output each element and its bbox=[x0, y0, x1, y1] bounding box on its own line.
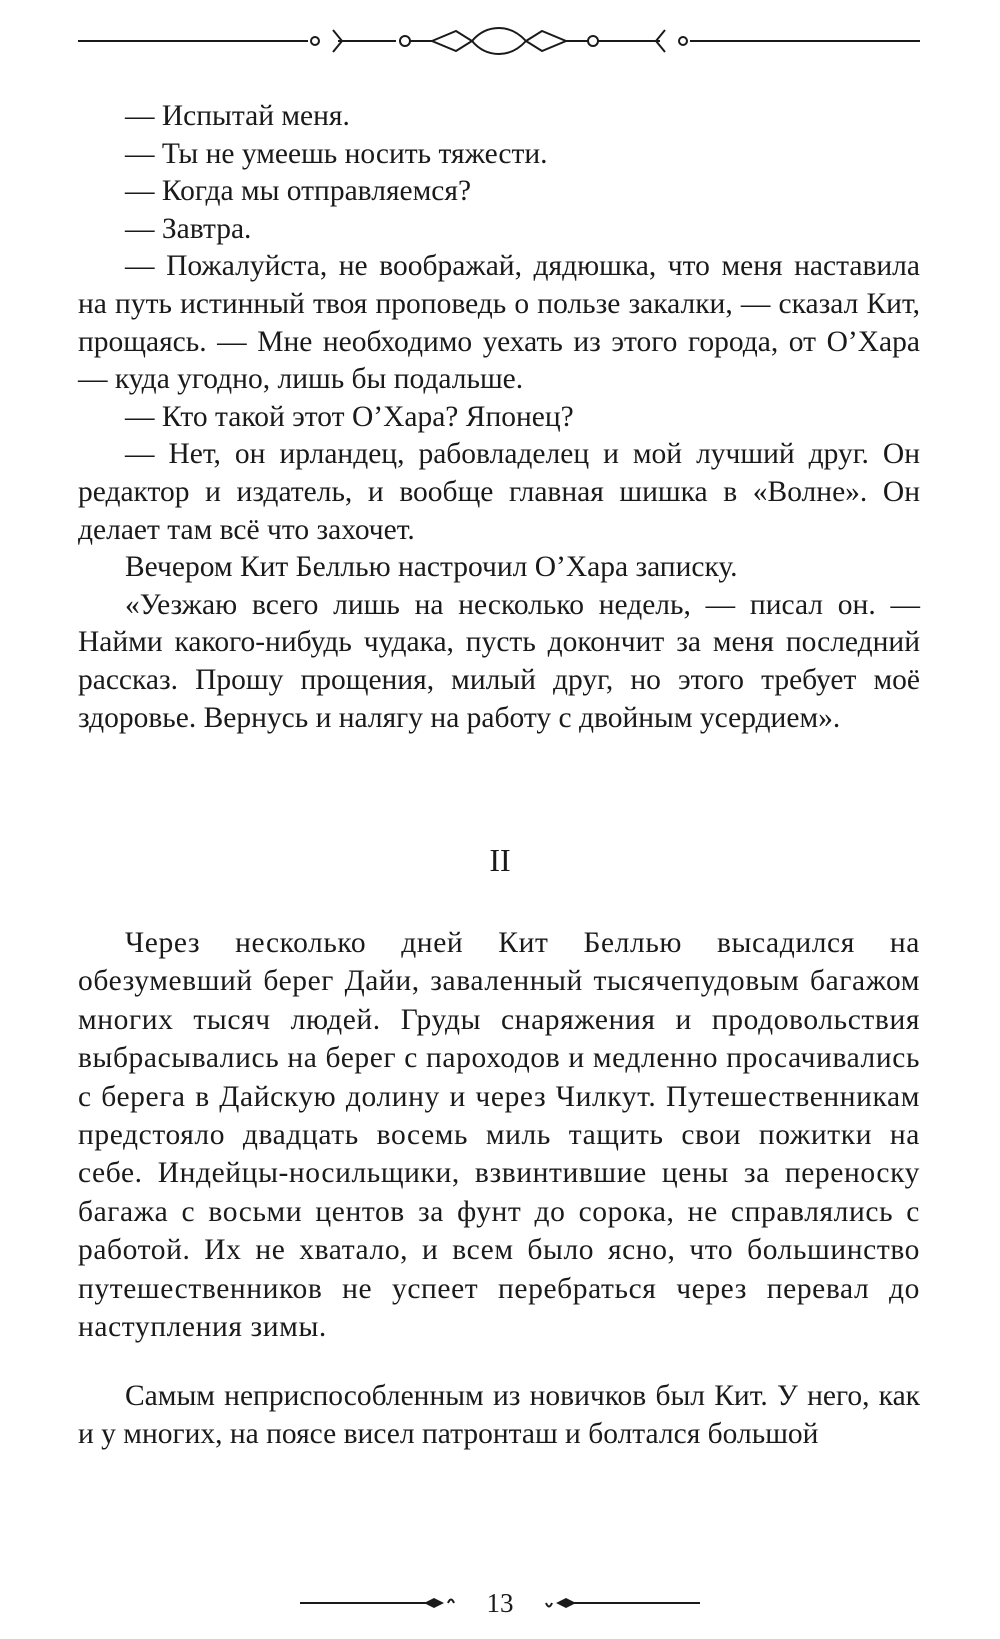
paragraph: — Испытай меня. bbox=[125, 100, 350, 132]
chapter-text bbox=[78, 924, 920, 1346]
paragraph: — Завтра. bbox=[125, 212, 252, 245]
page-footer bbox=[300, 1586, 700, 1620]
dialogue-section bbox=[78, 98, 920, 737]
paragraph: — Пожалуйста, не воображай, дядюшка, что меня наставила на путь истинный твоя проповедь о пользе закалки, — сказал Кит, прощаясь. — Мне необходимо уехать из этого города, от О’Хара — куда угодно, лишь бы подальше. bbox=[78, 250, 920, 396]
paragraph: — Кто такой этот О’Хара? Японец? bbox=[125, 400, 574, 433]
paragraph: Самым неприспособленным из новичков был Кит. У него, как и у многих, на поясе висел патронташ и болтался большой bbox=[78, 1380, 920, 1450]
paragraph: «Уезжаю всего лишь на несколько недель, — писал он. — Найми какого-нибудь чудака, пусть докончит за меня последний рассказ. Прошу прощения, милый друг, но этого требует моё здоровье. Вернусь и налягу на работу с двойным усердием». bbox=[78, 588, 920, 734]
paragraph: — Нет, он ирландец, рабовладелец и мой лучший друг. Он редактор и издатель, и вообще главная шишка в «Волне». Он делает там всё что захочет. bbox=[78, 438, 920, 546]
top-ornament bbox=[78, 24, 920, 58]
chapter-text-continued bbox=[78, 1377, 920, 1453]
paragraph: Вечером Кит Беллью настрочил О’Хара записку. bbox=[125, 551, 738, 584]
paragraph: Через несколько дней Кит Беллью высадился на обезумевший берег Дайи, заваленный тысячепудовым багажом многих тысяч людей. Груды снаряжения и продовольствия выбрасывались на берег с пароходов и медленно просачивались с берега в Дайскую долину и через Чилкут. Путешественникам предстояло двадцать восемь миль тащить свои пожитки на себе. Индейцы-носильщики, взвинтившие цены за переноску багажа с восьми центов за фунт до сорока, не справлялись с работой. Их не хватало, и всем было ясно, что большинство путешественников не успеет перебраться через перевал до наступления зимы. bbox=[78, 927, 920, 1344]
paragraph: — Когда мы отправляемся? bbox=[125, 175, 472, 208]
paragraph: — Ты не умеешь носить тяжести. bbox=[125, 137, 548, 170]
page-number: 13 bbox=[486, 1588, 514, 1618]
chapter-heading: II bbox=[489, 842, 511, 878]
